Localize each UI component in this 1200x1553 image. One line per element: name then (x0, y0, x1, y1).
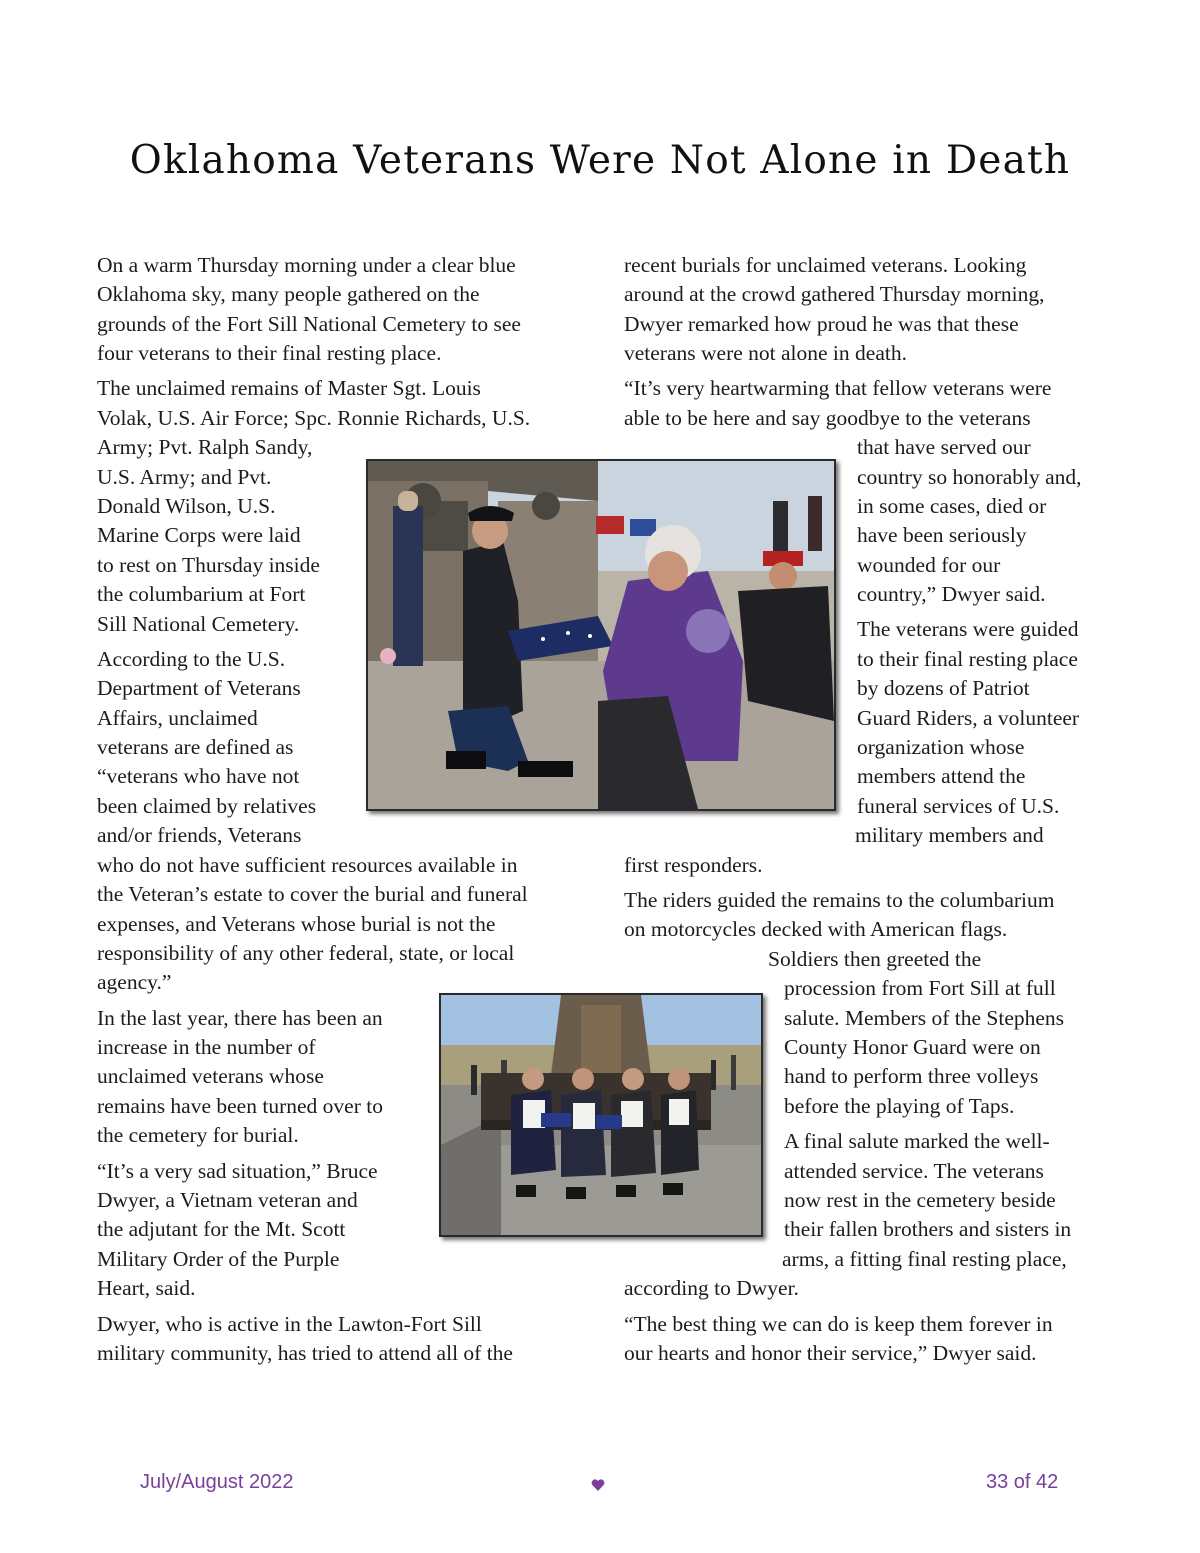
body-line: who do not have sufficient resources available in (97, 853, 518, 877)
body-line: first responders. (624, 853, 763, 877)
body-line: according to Dwyer. (624, 1276, 799, 1300)
body-line: agency.” (97, 970, 172, 994)
body-line: hand to perform three volleys (784, 1064, 1039, 1088)
body-line: remains have been turned over to (97, 1094, 383, 1118)
body-line: Marine Corps were laid (97, 523, 301, 547)
body-line: responsibility of any other federal, state, or local (97, 941, 515, 965)
body-line: before the playing of Taps. (784, 1094, 1015, 1118)
body-line: Dwyer remarked how proud he was that these (624, 312, 1019, 336)
body-line: in some cases, died or (857, 494, 1047, 518)
body-line: salute. Members of the Stephens (784, 1006, 1065, 1030)
body-line: wounded for our (857, 553, 1001, 577)
body-line: The veterans were guided (857, 617, 1079, 641)
body-line: “It’s very heartwarming that fellow veterans were (624, 376, 1052, 400)
body-line: funeral services of U.S. (857, 794, 1060, 818)
body-line: Volak, U.S. Air Force; Spc. Ronnie Richards, U.S. (97, 406, 531, 430)
body-line: around at the crowd gathered Thursday morning, (624, 282, 1045, 306)
body-line: County Honor Guard were on (784, 1035, 1041, 1059)
body-line: and/or friends, Veterans (97, 823, 302, 847)
body-line: attended service. The veterans (784, 1159, 1044, 1183)
body-line: the cemetery for burial. (97, 1123, 299, 1147)
body-line: veterans are defined as (97, 735, 294, 759)
body-line: Oklahoma sky, many people gathered on the (97, 282, 480, 306)
body-line: four veterans to their final resting place. (97, 341, 442, 365)
body-line: procession from Fort Sill at full (784, 976, 1056, 1000)
body-line: “It’s a very sad situation,” Bruce (97, 1159, 378, 1183)
body-line: that have served our (857, 435, 1031, 459)
body-line: “The best thing we can do is keep them forever in (624, 1312, 1053, 1336)
body-line: veterans were not alone in death. (624, 341, 907, 365)
photo-flag-presentation (366, 459, 836, 811)
photo-icon (441, 995, 761, 1235)
body-line: to their final resting place (857, 647, 1078, 671)
body-line: On a warm Thursday morning under a clear blue (97, 253, 516, 277)
body-line: increase in the number of (97, 1035, 316, 1059)
body-line: In the last year, there has been an (97, 1006, 383, 1030)
article-title: Oklahoma Veterans Were Not Alone in Death (129, 138, 1071, 183)
body-line: U.S. Army; and Pvt. (97, 465, 272, 489)
body-line: Army; Pvt. Ralph Sandy, (97, 435, 313, 459)
heart-icon (591, 1478, 605, 1492)
body-line: organization whose (857, 735, 1025, 759)
body-line: by dozens of Patriot (857, 676, 1030, 700)
body-line: their fallen brothers and sisters in (784, 1217, 1072, 1241)
body-line: Dwyer, who is active in the Lawton-Fort Sill (97, 1312, 482, 1336)
body-line: our hearts and honor their service,” Dwyer said. (624, 1341, 1037, 1365)
body-line: The riders guided the remains to the columbarium (624, 888, 1055, 912)
body-line: A final salute marked the well- (784, 1129, 1050, 1153)
body-line: arms, a fitting final resting place, (782, 1247, 1067, 1271)
body-line: country,” Dwyer said. (857, 582, 1046, 606)
body-line: have been seriously (857, 523, 1027, 547)
body-line: been claimed by relatives (97, 794, 317, 818)
body-line: Donald Wilson, U.S. (97, 494, 276, 518)
body-line: country so honorably and, (857, 465, 1082, 489)
body-line: According to the U.S. (97, 647, 286, 671)
body-line: to rest on Thursday inside (97, 553, 320, 577)
body-line: grounds of the Fort Sill National Cemetery to see (97, 312, 521, 336)
footer-page-number: 33 of 42 (986, 1471, 1059, 1493)
body-line: the adjutant for the Mt. Scott (97, 1217, 346, 1241)
body-line: Soldiers then greeted the (768, 947, 982, 971)
body-line: military community, has tried to attend all of the (97, 1341, 513, 1365)
body-line: Affairs, unclaimed (97, 706, 258, 730)
body-line: The unclaimed remains of Master Sgt. Louis (97, 376, 481, 400)
body-line: Dwyer, a Vietnam veteran and (97, 1188, 358, 1212)
body-line: recent burials for unclaimed veterans. Looking (624, 253, 1027, 277)
body-line: the columbarium at Fort (97, 582, 306, 606)
body-line: Guard Riders, a volunteer (857, 706, 1080, 730)
photo-icon (368, 461, 834, 809)
body-line: military members and (855, 823, 1044, 847)
footer-issue: July/August 2022 (140, 1471, 294, 1493)
body-line: unclaimed veterans whose (97, 1064, 324, 1088)
body-line: Department of Veterans (97, 676, 301, 700)
body-line: on motorcycles decked with American flags. (624, 917, 1008, 941)
body-line: “veterans who have not (97, 764, 300, 788)
body-line: able to be here and say goodbye to the veterans (624, 406, 1031, 430)
body-line: now rest in the cemetery beside (784, 1188, 1056, 1212)
body-line: Heart, said. (97, 1276, 196, 1300)
body-line: the Veteran’s estate to cover the burial and funeral (97, 882, 528, 906)
body-line: Sill National Cemetery. (97, 612, 300, 636)
body-line: Military Order of the Purple (97, 1247, 340, 1271)
body-line: expenses, and Veterans whose burial is not the (97, 912, 496, 936)
photo-veterans-bench (439, 993, 763, 1237)
body-line: members attend the (857, 764, 1026, 788)
